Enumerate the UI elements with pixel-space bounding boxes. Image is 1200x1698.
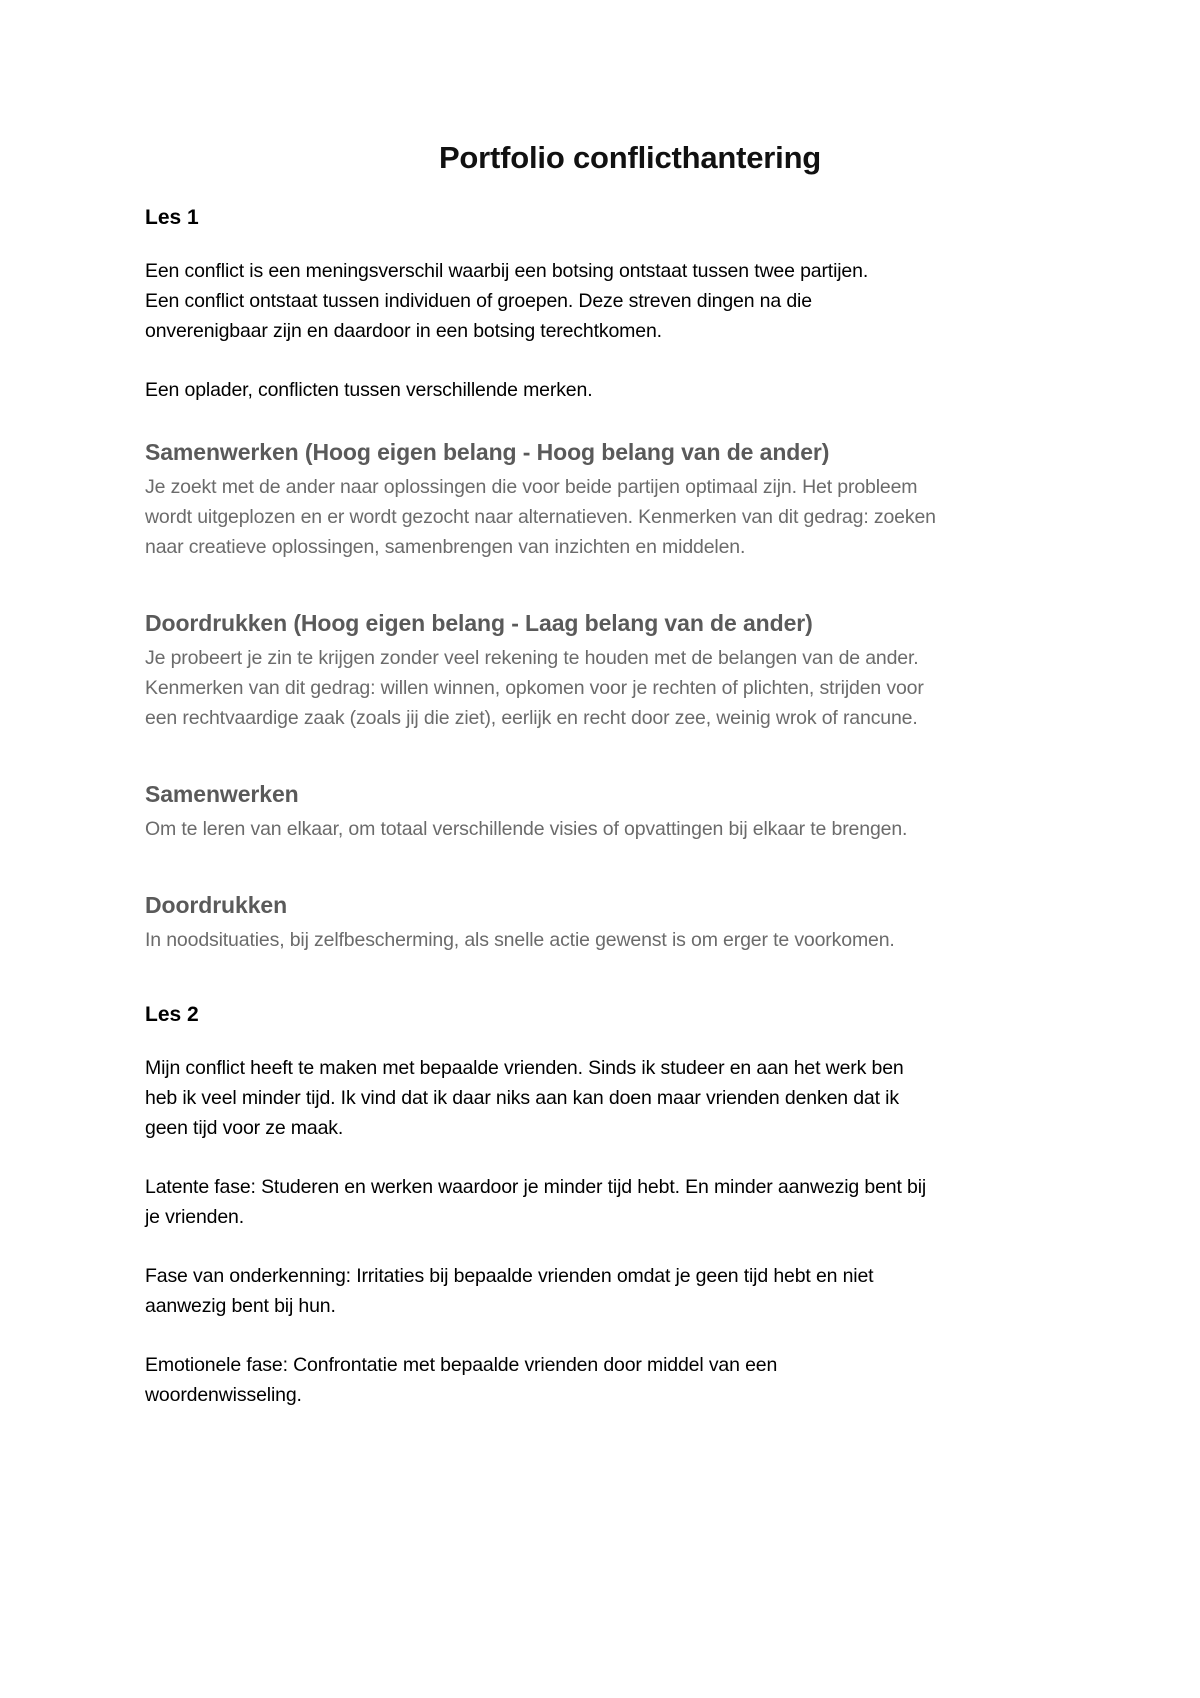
- text-line: aanwezig bent bij hun.: [145, 1295, 336, 1317]
- les1-example: Een oplader, conflicten tussen verschillende merken.: [145, 379, 593, 401]
- text-line: Een conflict is een meningsverschil waarbij een botsing ontstaat tussen twee partijen.: [145, 260, 869, 282]
- les1-heading: Les 1: [145, 206, 199, 229]
- text-line: In noodsituaties, bij zelfbescherming, als snelle actie gewenst is om erger te voorkomen.: [145, 929, 895, 951]
- text-line: Mijn conflict heeft te maken met bepaalde vrienden. Sinds ik studeer en aan het werk ben: [145, 1057, 904, 1079]
- text-line: Je zoekt met de ander naar oplossingen die voor beide partijen optimaal zijn. Het probleem: [145, 476, 918, 498]
- text-line: Je probeert je zin te krijgen zonder veel rekening te houden met de belangen van de ander.: [145, 647, 919, 669]
- document-content: [145, 140, 1075, 1410]
- text-line: je vrienden.: [145, 1206, 245, 1228]
- phase-onderkenning: [145, 1261, 1075, 1321]
- style-description: [145, 643, 1075, 733]
- style-description: [145, 472, 1075, 562]
- les2-intro: [145, 1053, 1075, 1143]
- text-line: heb ik veel minder tijd. Ik vind dat ik daar niks aan kan doen maar vrienden denken dat ik: [145, 1087, 899, 1109]
- text-line: Fase van onderkenning: Irritaties bij bepaalde vrienden omdat je geen tijd hebt en niet: [145, 1265, 874, 1287]
- style-heading: Doordrukken: [145, 892, 288, 918]
- les1-definition: [145, 256, 1075, 346]
- style-heading: Doordrukken (Hoog eigen belang - Laag belang van de ander): [145, 610, 813, 636]
- text-line: Latente fase: Studeren en werken waardoor je minder tijd hebt. En minder aanwezig bent bij: [145, 1176, 927, 1198]
- les2-heading: Les 2: [145, 1003, 199, 1026]
- style-heading: Samenwerken (Hoog eigen belang - Hoog belang van de ander): [145, 439, 830, 465]
- text-line: Om te leren van elkaar, om totaal verschillende visies of opvattingen bij elkaar te brengen.: [145, 818, 908, 840]
- text-line: naar creatieve oplossingen, samenbrengen van inzichten en middelen.: [145, 536, 746, 558]
- phase-latent: [145, 1172, 1075, 1232]
- page-title: Portfolio conflicthantering: [438, 140, 822, 175]
- style-doordrukken-usage: [145, 892, 1075, 955]
- text-line: geen tijd voor ze maak.: [145, 1117, 344, 1139]
- style-samenwerken-usage: [145, 781, 1075, 844]
- text-line: een rechtvaardige zaak (zoals jij die ziet), eerlijk en recht door zee, weinig wrok of rancune.: [145, 707, 918, 729]
- text-line: Een conflict ontstaat tussen individuen of groepen. Deze streven dingen na die: [145, 290, 812, 312]
- text-line: wordt uitgeplozen en er wordt gezocht naar alternatieven. Kenmerken van dit gedrag: zoeken: [145, 506, 936, 528]
- style-samenwerken-definition: [145, 439, 1075, 562]
- text-line: woordenwisseling.: [145, 1384, 302, 1406]
- style-description: [145, 925, 1075, 955]
- style-heading: Samenwerken: [145, 781, 299, 807]
- style-description: [145, 814, 1075, 844]
- text-line: Kenmerken van dit gedrag: willen winnen, opkomen voor je rechten of plichten, strijden voor: [145, 677, 924, 699]
- phase-emotioneel: [145, 1350, 1075, 1410]
- text-line: onverenigbaar zijn en daardoor in een botsing terechtkomen.: [145, 320, 662, 342]
- style-doordrukken-definition: [145, 610, 1075, 733]
- text-line: Emotionele fase: Confrontatie met bepaalde vrienden door middel van een: [145, 1354, 778, 1376]
